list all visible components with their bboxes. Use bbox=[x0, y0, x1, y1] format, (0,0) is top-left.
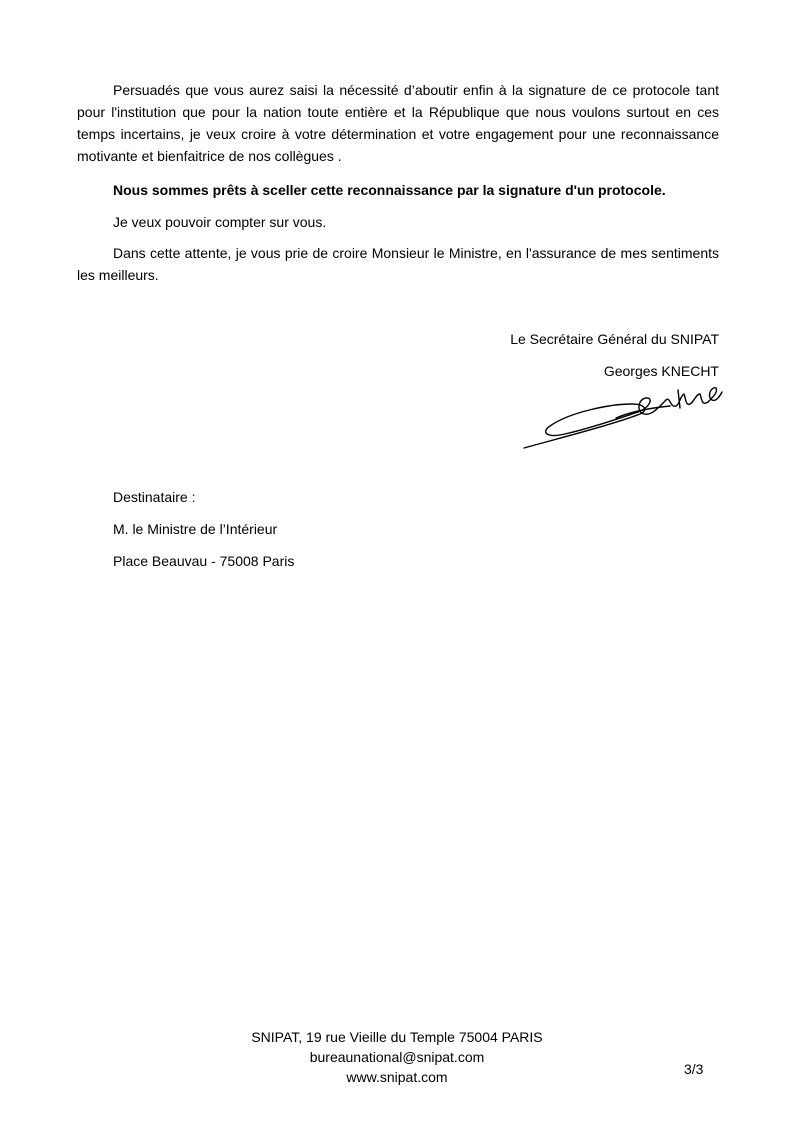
handwritten-signature bbox=[520, 382, 725, 454]
paragraph-protocol-statement: Nous sommes prêts à sceller cette reconnaissance par la signature d'un protocole. bbox=[113, 182, 666, 198]
page-number: 3/3 bbox=[684, 1061, 704, 1077]
footer-website: www.snipat.com bbox=[346, 1069, 448, 1085]
paragraph-count-on-you: Je veux pouvoir compter sur vous. bbox=[113, 214, 327, 230]
recipient-name: M. le Ministre de l’Intérieur bbox=[113, 521, 278, 537]
footer-address: SNIPAT, 19 rue Vieille du Temple 75004 PARIS bbox=[251, 1029, 543, 1045]
signatory-title: Le Secrétaire Général du SNIPAT bbox=[510, 331, 719, 347]
recipient-address: Place Beauvau - 75008 Paris bbox=[113, 553, 295, 569]
footer-email: bureaunational@snipat.com bbox=[309, 1049, 485, 1065]
paragraph-closing: Dans cette attente, je vous prie de croire Monsieur le Ministre, en l'assurance de mes sentiments les meilleurs. bbox=[77, 245, 719, 283]
recipient-label: Destinataire : bbox=[113, 489, 196, 505]
signatory-name: Georges KNECHT bbox=[603, 363, 719, 379]
paragraph-commitment: Persuadés que vous aurez saisi la nécessité d’aboutir enfin à la signature de ce protocole tant pour l'institution que pour la nation toute entière et la République que nous voulons surtout en ces temps incertains, je veux croire à votre détermination et votre engagement pour une reconnaissance motivante et bienfaitrice de nos collègues . bbox=[77, 82, 719, 164]
